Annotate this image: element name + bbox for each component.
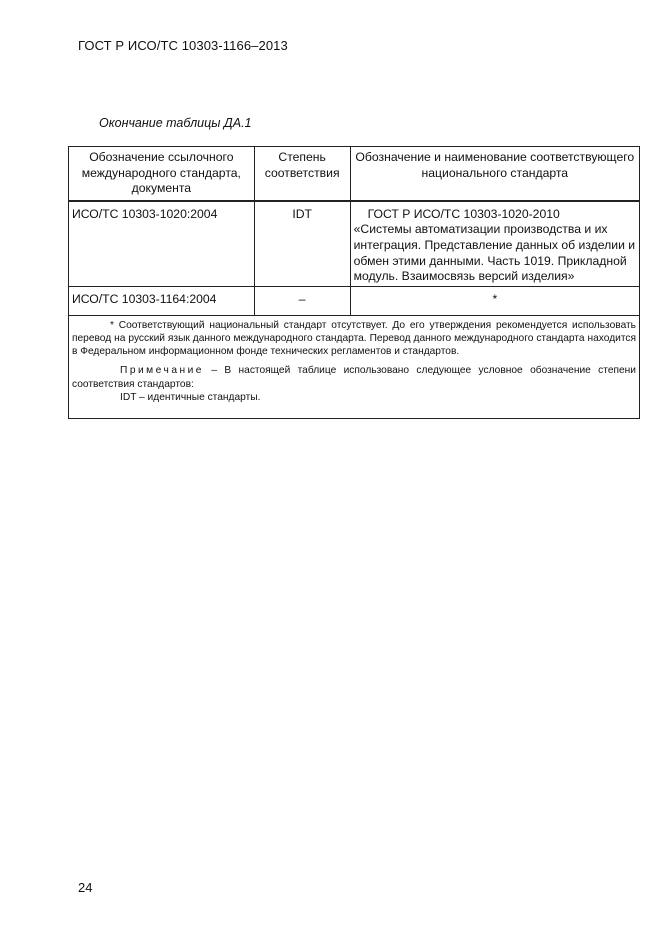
cell-degree: IDT <box>254 201 350 286</box>
note-label: Примечание <box>120 365 204 377</box>
table-row <box>69 201 640 286</box>
table-row <box>69 286 640 315</box>
national-standard-title: «Системы автоматизации производства и их интеграция. Представление данных об изделии и обмен этими данными. Часть 1019. Прикладной модуль. Взаимосвязь версий изделия» <box>353 222 636 284</box>
note-block <box>72 364 636 404</box>
page-number: 24 <box>78 880 93 895</box>
table-notes-row <box>69 315 640 418</box>
cell-national: * <box>350 286 639 315</box>
cell-degree: – <box>254 286 350 315</box>
cell-reference: ИСО/ТС 10303-1020:2004 <box>69 201 255 286</box>
document-header: ГОСТ Р ИСО/ТС 10303-1166–2013 <box>78 38 288 53</box>
header-cell-national: Обозначение и наименование соответствующего национального стандарта <box>350 147 639 201</box>
national-standard-code: ГОСТ Р ИСО/ТС 10303-1020-2010 <box>367 206 560 221</box>
table-notes-cell <box>69 315 640 418</box>
table-header-row <box>69 147 640 201</box>
cell-national <box>350 201 639 286</box>
cell-reference: ИСО/ТС 10303-1164:2004 <box>69 286 255 315</box>
table-caption: Окончание таблицы ДА.1 <box>99 116 252 130</box>
note-item: IDT – идентичные стандарты. <box>120 391 261 403</box>
reference-table <box>68 146 640 419</box>
note-paragraph <box>72 364 636 390</box>
footnote-text: * Соответствующий национальный стандарт отсутствует. До его утверждения рекомендуется использовать перевод на русский язык данного международного стандарта. Перевод данного международного стандарта находится в Федеральном информационном фонде технических регламентов и стандартов. <box>72 319 636 358</box>
header-cell-reference: Обозначение ссылочного международного стандарта, документа <box>69 147 255 201</box>
header-cell-degree: Степень соответствия <box>254 147 350 201</box>
note-text: – В настоящей таблице использовано следующее условное обозначение степени соответствия стандартов: <box>72 365 636 390</box>
